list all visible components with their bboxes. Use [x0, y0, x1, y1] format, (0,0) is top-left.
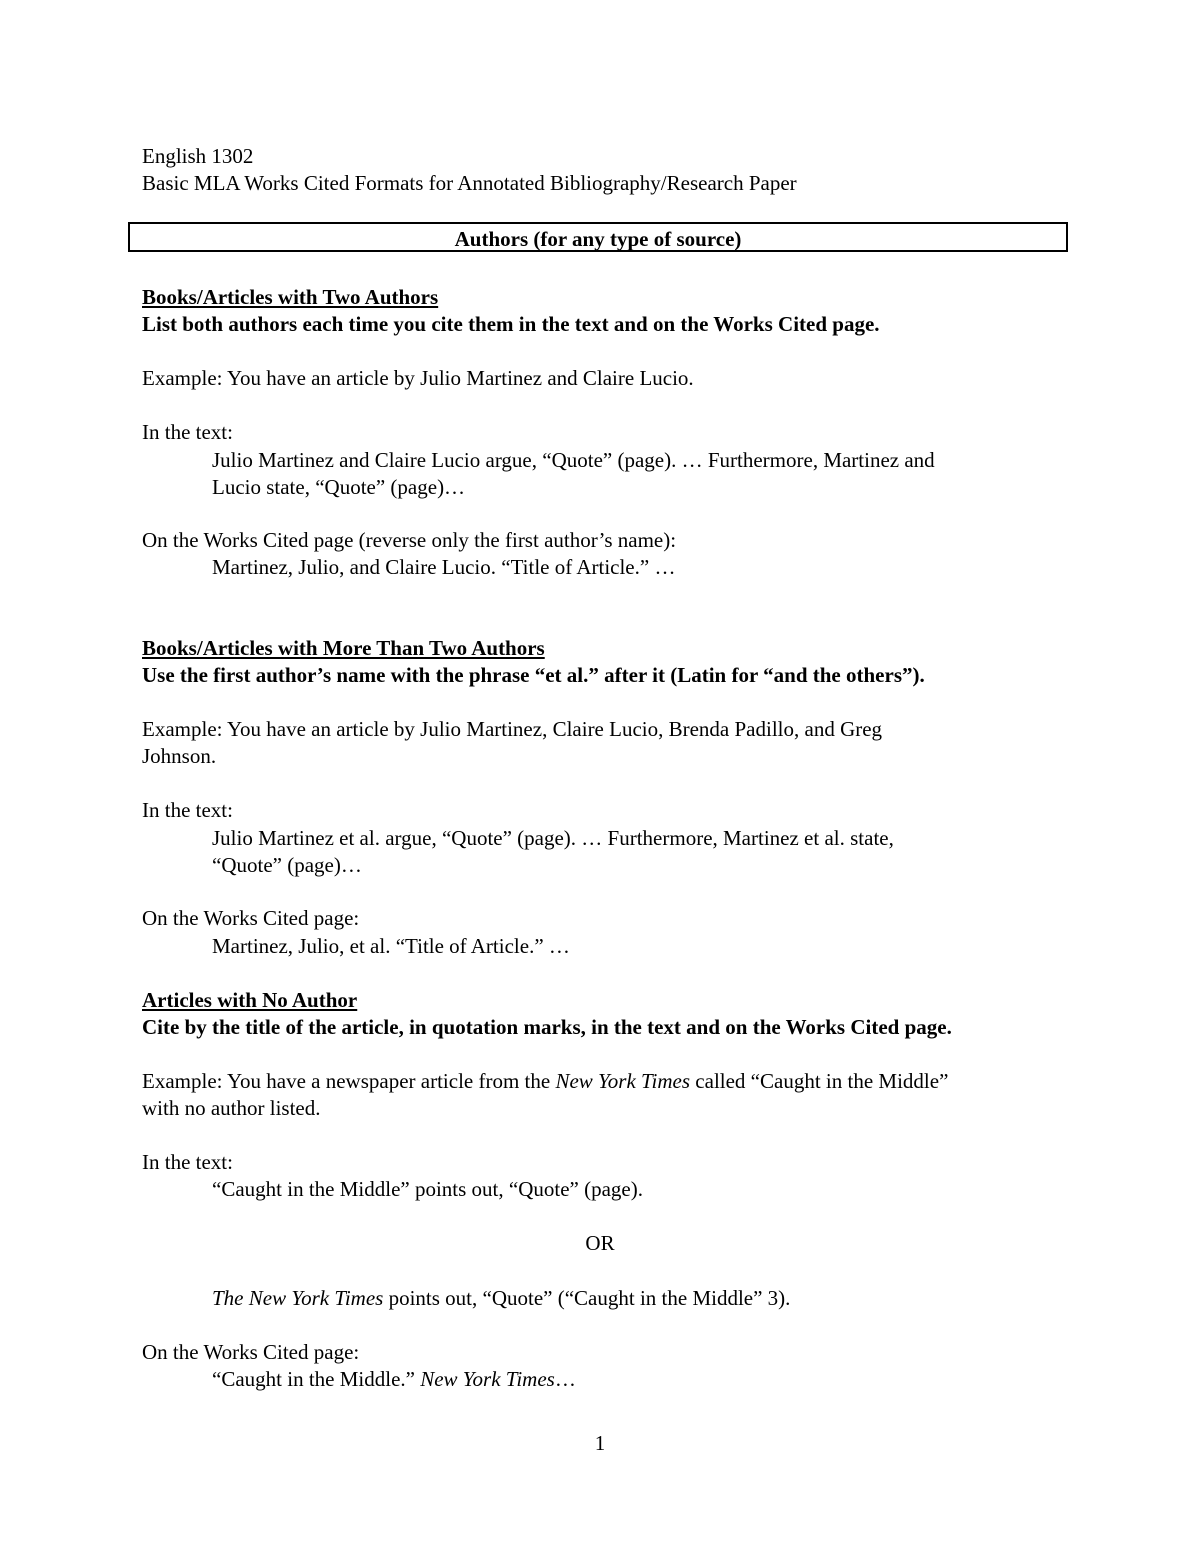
section1-example: Example: You have an article by Julio Martinez and Claire Lucio.: [142, 366, 694, 390]
authors-box-title: Authors (for any type of source): [454, 227, 742, 251]
section1-heading: Books/Articles with Two Authors: [142, 285, 439, 309]
section3-example-line2: with no author listed.: [142, 1096, 321, 1120]
section3-works-cited-publication: New York Times: [420, 1367, 555, 1391]
section2-in-text-line1: Julio Martinez et al. argue, “Quote” (page). … Furthermore, Martinez et al. state,: [212, 826, 894, 850]
document-title: Basic MLA Works Cited Formats for Annotated Bibliography/Research Paper: [142, 171, 797, 195]
section3-alternative-rest: points out, “Quote” (“Caught in the Middle” 3).: [383, 1286, 791, 1310]
section3-example-prefix: Example: You have a newspaper article from the: [142, 1069, 556, 1093]
authors-box: [128, 222, 1068, 252]
course-name: English 1302: [142, 144, 254, 168]
section3-rule: Cite by the title of the article, in quotation marks, in the text and on the Works Cited page.: [142, 1015, 952, 1039]
section2-rule: Use the first author’s name with the phrase “et al.” after it (Latin for “and the others”).: [142, 663, 925, 687]
section1-works-cited-label: On the Works Cited page (reverse only the first author’s name):: [142, 528, 677, 552]
section3-example-publication: New York Times: [555, 1069, 691, 1093]
section2-heading: Books/Articles with More Than Two Authors: [142, 636, 545, 660]
section3-example-suffix: called “Caught in the Middle”: [690, 1069, 949, 1093]
page-number: 1: [594, 1431, 606, 1455]
section3-works-cited-suffix: …: [554, 1367, 576, 1391]
section3-example-line1: [142, 1071, 948, 1092]
section3-alternative: [212, 1288, 790, 1309]
section3-in-text-line1: “Caught in the Middle” points out, “Quote” (page).: [212, 1177, 643, 1201]
section2-works-cited-label: On the Works Cited page:: [142, 906, 360, 930]
section1-in-text-line2: Lucio state, “Quote” (page)…: [212, 475, 466, 499]
section3-heading: Articles with No Author: [142, 988, 358, 1012]
section2-example-line1: Example: You have an article by Julio Martinez, Claire Lucio, Brenda Padillo, and Greg: [142, 717, 883, 741]
section2-works-cited-entry: Martinez, Julio, et al. “Title of Article.” …: [212, 934, 570, 958]
section3-works-cited-entry: [212, 1369, 576, 1390]
section1-in-text-line1: Julio Martinez and Claire Lucio argue, “Quote” (page). … Furthermore, Martinez and: [212, 448, 935, 472]
section3-works-cited-prefix: “Caught in the Middle.”: [212, 1367, 421, 1391]
section2-in-text-line2: “Quote” (page)…: [212, 853, 362, 877]
section3-in-text-label: In the text:: [142, 1150, 233, 1174]
section2-in-text-label: In the text:: [142, 798, 233, 822]
section1-works-cited-entry: Martinez, Julio, and Claire Lucio. “Title of Article.” …: [212, 555, 676, 579]
section2-example-line2: Johnson.: [142, 744, 217, 768]
section3-alternative-publication: The New York Times: [212, 1286, 384, 1310]
section1-in-text-label: In the text:: [142, 420, 233, 444]
section3-works-cited-label: On the Works Cited page:: [142, 1340, 360, 1364]
section1-rule: List both authors each time you cite them in the text and on the Works Cited page.: [142, 312, 880, 336]
section3-or: OR: [585, 1231, 615, 1255]
